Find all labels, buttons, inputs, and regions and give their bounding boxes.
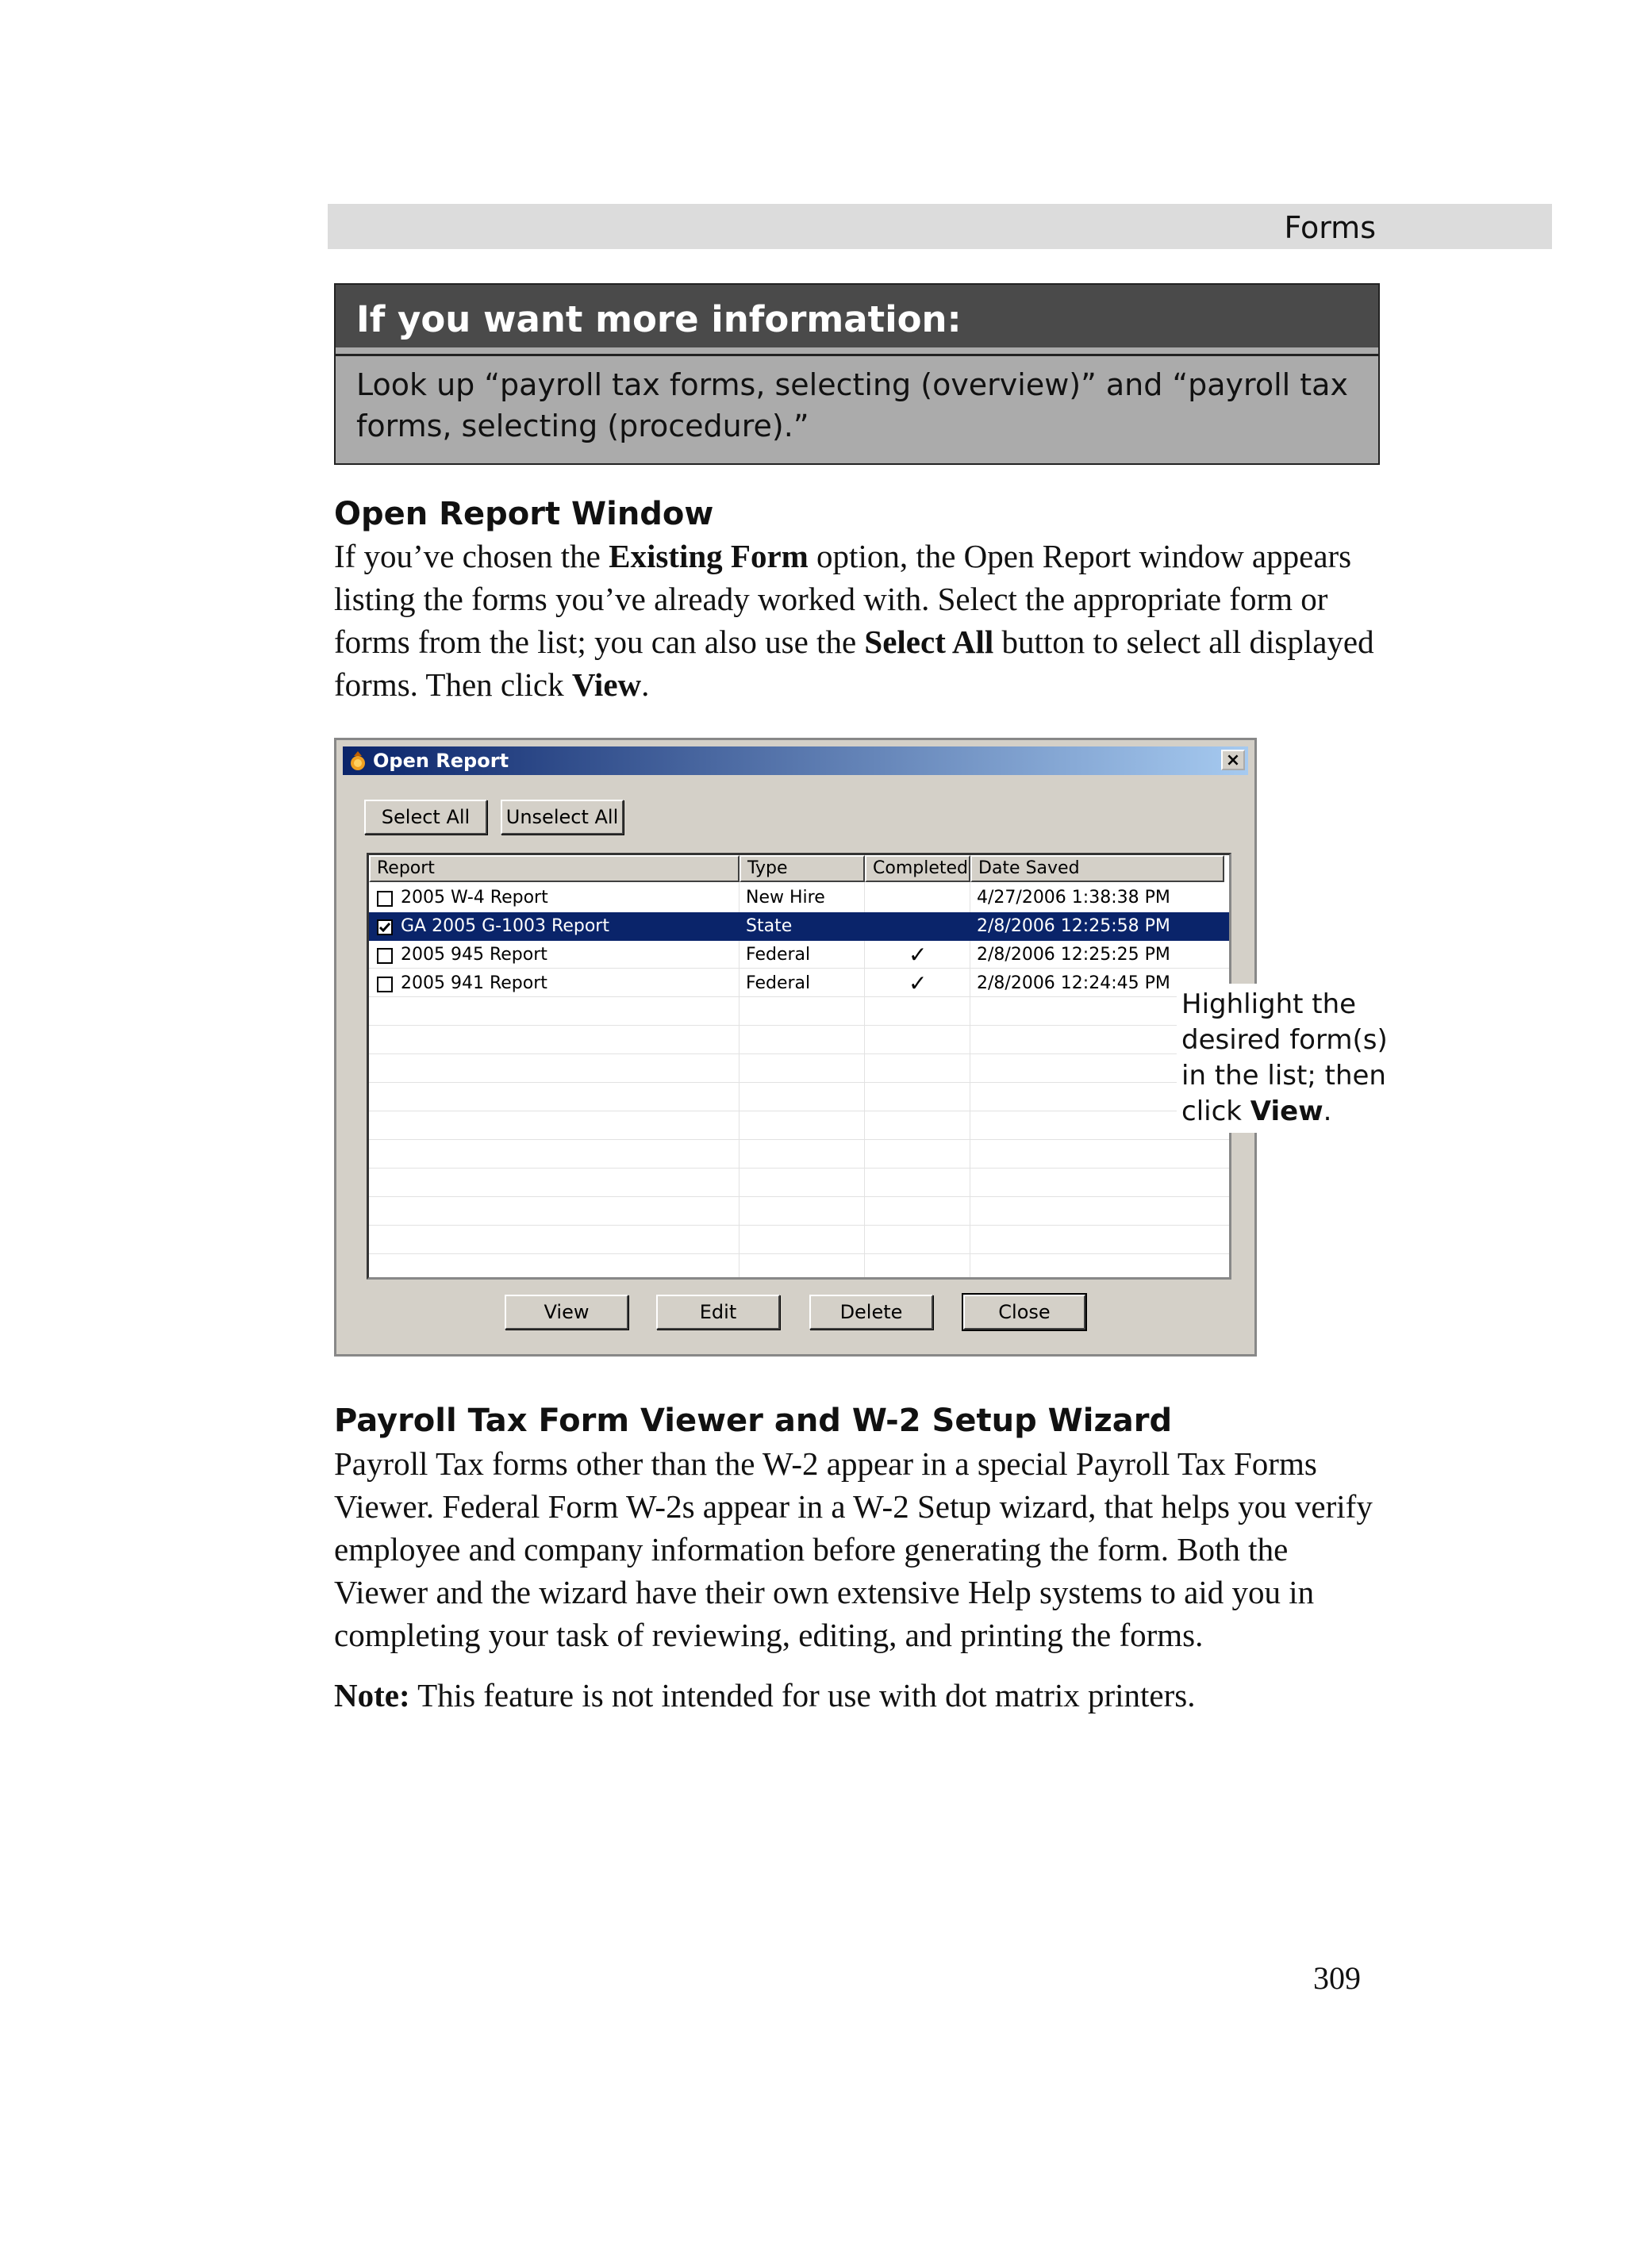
column-header-date-saved[interactable]: Date Saved	[970, 855, 1224, 882]
note-text: This feature is not intended for use with dot matrix printers.	[409, 1677, 1196, 1713]
text-run: .	[641, 666, 650, 703]
running-header	[328, 204, 1552, 249]
section-title: Forms	[1284, 210, 1376, 245]
paragraph-open-report	[334, 535, 1378, 706]
edit-button[interactable]: Edit	[656, 1295, 780, 1330]
info-box-body: Look up “payroll tax forms, selecting (overview)” and “payroll tax forms, selecting (procedure).”	[356, 367, 1348, 443]
text-run: If you’ve chosen the	[334, 538, 609, 574]
section-heading-viewer-wizard: Payroll Tax Form Viewer and W-2 Setup Wizard	[334, 1403, 1173, 1439]
unselect-all-button[interactable]: Unselect All	[501, 800, 624, 835]
section-heading-open-report: Open Report Window	[334, 496, 714, 532]
callout-text: Highlight the desired form(s) in the list; then click	[1181, 988, 1388, 1127]
row-checkbox[interactable]	[377, 948, 393, 964]
list-header	[369, 855, 1229, 882]
column-header-report[interactable]: Report	[369, 855, 740, 882]
report-type: New Hire	[746, 888, 825, 908]
paragraph-viewer-wizard: Payroll Tax forms other than the W-2 appear in a special Payroll Tax Forms Viewer. Federal Form W-2s appear in a W-2 Setup wizard, that helps you verify employee and company information before generating the form. Both the Viewer and the wizard have their own extensive Help systems to aid you in completing your task of reviewing, editing, and printing the forms.	[334, 1445, 1373, 1653]
report-type: Federal	[746, 945, 811, 965]
dialog-title: Open Report	[373, 750, 509, 772]
row-checkbox-checked[interactable]	[377, 919, 393, 935]
report-type: State	[746, 916, 793, 936]
column-header-type[interactable]: Type	[740, 855, 865, 882]
report-name: 2005 W-4 Report	[401, 888, 548, 908]
app-icon	[348, 750, 368, 772]
callout-note	[1177, 984, 1400, 1133]
close-button[interactable]: Close	[963, 1295, 1085, 1330]
report-name: 2005 941 Report	[401, 973, 547, 993]
table-row[interactable]	[369, 884, 1229, 912]
callout-end: .	[1323, 1096, 1332, 1127]
date-saved: 2/8/2006 12:25:25 PM	[977, 945, 1170, 965]
text-run: button to select all displayed forms. Then click	[334, 624, 1374, 703]
open-report-dialog	[334, 738, 1257, 1357]
completed-mark: ✓	[909, 942, 928, 968]
completed-mark: ✓	[909, 970, 928, 996]
report-name: 2005 945 Report	[401, 945, 547, 965]
text-run: option, the Open Report window appears listing the forms you’ve already worked with. Select the appropriate form or forms from the list; you can also use the	[334, 538, 1352, 660]
info-box-title: If you want more information:	[336, 285, 1378, 354]
row-checkbox[interactable]	[377, 891, 393, 907]
table-row[interactable]	[369, 941, 1229, 969]
checkmark-icon	[378, 921, 391, 934]
report-name: GA 2005 G-1003 Report	[401, 916, 609, 936]
date-saved: 4/27/2006 1:38:38 PM	[977, 888, 1170, 908]
callout-bold: View	[1250, 1096, 1323, 1127]
info-box	[334, 283, 1380, 465]
dialog-titlebar	[343, 746, 1248, 775]
note-label: Note:	[334, 1677, 410, 1713]
column-header-completed[interactable]: Completed	[865, 855, 970, 882]
bold-term: Existing Form	[609, 538, 809, 574]
select-all-button[interactable]: Select All	[364, 800, 487, 835]
table-row[interactable]	[369, 969, 1229, 998]
close-icon[interactable]: ×	[1221, 750, 1245, 770]
report-type: Federal	[746, 973, 811, 993]
report-list[interactable]	[367, 853, 1231, 1280]
page-number: 309	[1313, 1960, 1361, 1996]
bold-term: Select All	[864, 624, 994, 660]
delete-button[interactable]: Delete	[809, 1295, 933, 1330]
view-button[interactable]: View	[505, 1295, 628, 1330]
info-box-divider	[336, 354, 1378, 356]
bold-term: View	[571, 666, 642, 703]
table-row[interactable]	[369, 912, 1229, 941]
row-checkbox[interactable]	[377, 977, 393, 992]
date-saved: 2/8/2006 12:24:45 PM	[977, 973, 1170, 993]
note-paragraph	[334, 1674, 1378, 1717]
date-saved: 2/8/2006 12:25:58 PM	[977, 916, 1170, 936]
